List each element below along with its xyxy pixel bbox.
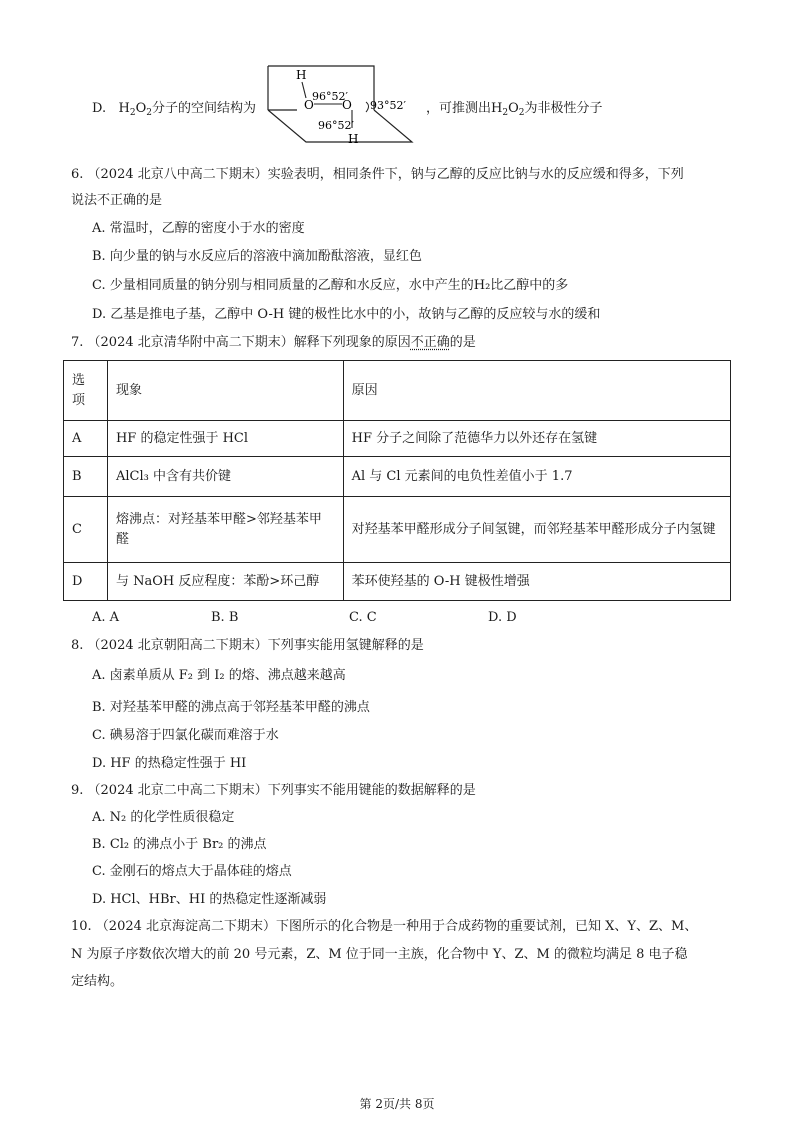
atom-h-bottom: H xyxy=(348,132,359,146)
q5-option-d-text: 分子的空间结构为 xyxy=(151,101,256,116)
h2o2-structure-diagram xyxy=(262,62,422,147)
row-c-reason: 对羟基苯甲醛形成分子间氢键，而邻羟基苯甲醛形成分子内氢键 xyxy=(343,497,730,563)
row-c-label: C xyxy=(64,497,108,563)
table-row xyxy=(64,563,731,601)
row-a-reason: HF 分子之间除了范德华力以外还存在氢键 xyxy=(343,421,730,457)
angle-bottom-label: 96°52′ xyxy=(318,119,354,132)
q6-stem-line1: 6. （2024 北京八中高二下期末）实验表明，相同条件下，钠与乙醇的反应比钠与水的反应缓和得多，下列 xyxy=(71,167,684,182)
table-row xyxy=(64,497,731,563)
q9-stem: 9. （2024 北京二中高二下期末）下列事实不能用键能的数据解释的是 xyxy=(71,783,476,798)
q5-conclusion-pre: ，可推测出H xyxy=(426,101,503,116)
row-b-label: B xyxy=(64,457,108,497)
q6-stem-line2: 说法不正确的是 xyxy=(71,193,163,208)
row-a-phenomenon: HF 的稳定性强于 HCl xyxy=(107,421,343,457)
q7-stem-post: 的是 xyxy=(449,335,476,350)
q6-option-a: A. 常温时，乙醇的密度小于水的密度 xyxy=(92,221,305,236)
q9-option-a: A. N₂ 的化学性质很稳定 xyxy=(92,810,235,825)
q7-option-a: A. A xyxy=(92,610,120,625)
angle-top-label: 96°52′ xyxy=(312,90,348,103)
q10-stem-line2: N 为原子序数依次增大的前 20 号元素，Z、M 位于同一主族，化合物中 Y、Z、M 的微粒均满足 8 电子稳 xyxy=(71,947,688,962)
q7-option-c: C. C xyxy=(349,610,377,625)
q8-option-d: D. HF 的热稳定性强于 HI xyxy=(92,756,247,771)
q6-option-d: D. 乙基是推电子基，乙醇中 O-H 键的极性比水中的小，故钠与乙醇的反应较与水的缓和 xyxy=(92,307,601,322)
q10-stem-line1: 10. （2024 北京海淀高二下期末）下图所示的化合物是一种用于合成药物的重要试剂，已知 X、Y、Z、M、 xyxy=(71,919,698,934)
row-b-phenomenon: AlCl₃ 中含有共价键 xyxy=(107,457,343,497)
q6-option-b: B. 向少量的钠与水反应后的溶液中滴加酚酞溶液，显红色 xyxy=(92,249,422,264)
row-d-label: D xyxy=(64,563,108,601)
q5-conclusion-mid: O xyxy=(508,101,519,116)
q5-formula-h: H xyxy=(118,101,130,116)
header-option: 选 项 xyxy=(64,361,108,421)
q7-option-d: D. D xyxy=(488,610,517,625)
row-c-phenomenon: 熔沸点：对羟基苯甲醛>邻羟基苯甲醛 xyxy=(107,497,343,563)
table-row xyxy=(64,421,731,457)
q9-option-b: B. Cl₂ 的沸点小于 Br₂ 的沸点 xyxy=(92,837,267,852)
atom-h-top: H xyxy=(296,68,307,82)
q8-option-b: B. 对羟基苯甲醛的沸点高于邻羟基苯甲醛的沸点 xyxy=(92,700,370,715)
row-d-phenomenon: 与 NaOH 反应程度：苯酚>环己醇 xyxy=(107,563,343,601)
q5-option-d: D. $H_2O_2$分子的空间结构为 xyxy=(92,101,256,118)
dihedral-arc xyxy=(366,102,369,112)
q6-option-c: C. 少量相同质量的钠分别与相同质量的乙醇和水反应，水中产生的H₂比乙醇中的多 xyxy=(92,278,569,293)
q7-option-b: B. B xyxy=(211,610,239,625)
header-phenomenon: 现象 xyxy=(107,361,343,421)
atom-o-left: O xyxy=(304,98,314,112)
row-d-reason: 苯环使羟基的 O-H 键极性增强 xyxy=(343,563,730,601)
q7-stem-pre: 7. （2024 北京清华附中高二下期末）解释下列现象的原因 xyxy=(71,335,411,350)
row-b-reason: Al 与 Cl 元素间的电负性差值小于 1.7 xyxy=(343,457,730,497)
header-reason: 原因 xyxy=(343,361,730,421)
angle-dihedral-label: 93°52′ xyxy=(370,99,406,112)
row-a-label: A xyxy=(64,421,108,457)
plane-top xyxy=(268,66,374,110)
q10-stem-line3: 定结构。 xyxy=(71,974,124,989)
q8-stem: 8. （2024 北京朝阳高二下期末）下列事实能用氢键解释的是 xyxy=(71,638,424,653)
q7-stem-emph: 不正确 xyxy=(410,335,450,350)
q9-option-d: D. HCl、HBr、HI 的热稳定性逐渐减弱 xyxy=(92,892,327,907)
page-footer: 第 2页/共 8页 xyxy=(359,1097,435,1111)
q5-option-d-conclusion: ，可推测出$H_2O_2$为非极性分子 xyxy=(426,101,603,118)
q7-table xyxy=(63,360,731,601)
bond-h-o xyxy=(302,82,306,98)
atom-o-right: O xyxy=(342,98,352,112)
q5-conclusion-post: 为非极性分子 xyxy=(524,101,603,116)
table-header-row xyxy=(64,361,731,421)
q5-formula-o: O xyxy=(135,101,147,116)
q5-option-d-label: D. xyxy=(92,101,107,116)
q7-stem xyxy=(71,334,476,352)
q8-option-a: A. 卤素单质从 F₂ 到 I₂ 的熔、沸点越来越高 xyxy=(92,668,346,683)
table-row xyxy=(64,457,731,497)
q8-option-c: C. 碘易溶于四氯化碳而难溶于水 xyxy=(92,728,279,743)
q9-option-c: C. 金刚石的熔点大于晶体硅的熔点 xyxy=(92,864,292,879)
